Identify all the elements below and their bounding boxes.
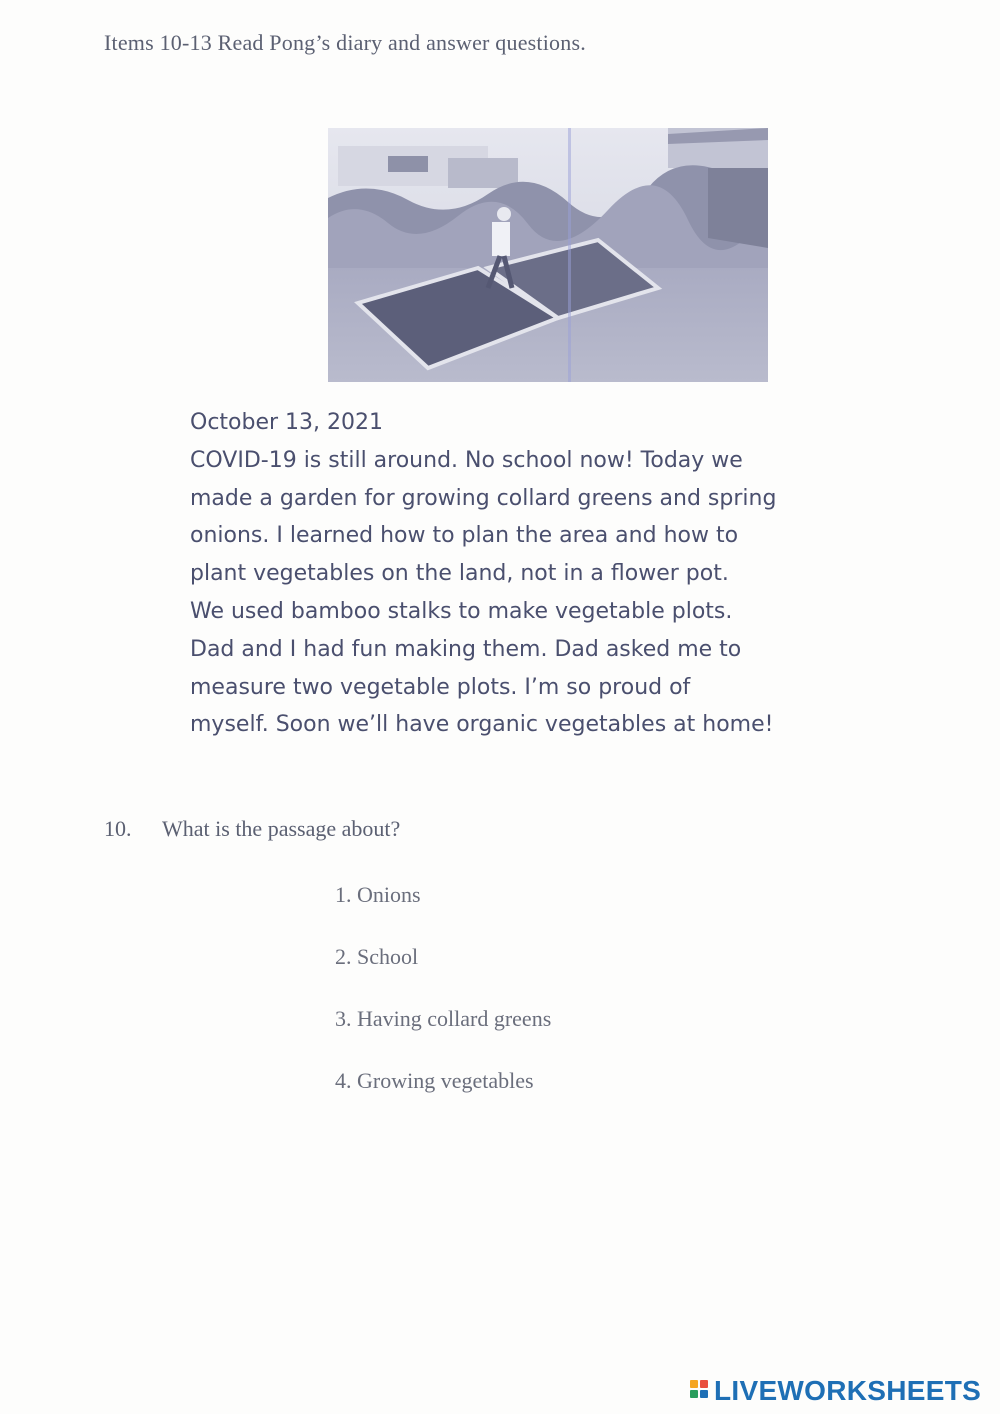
logo-text: LIVEWORKSHEETS [714, 1375, 982, 1406]
question-10 [104, 816, 400, 842]
diary-line: onions. I learned how to plan the area and how to [190, 523, 739, 549]
diary-line: COVID-19 is still around. No school now! Today we [190, 447, 743, 473]
diary-line: myself. Soon we’ll have organic vegetables at home! [190, 712, 774, 738]
liveworksheets-mark-icon [690, 1378, 710, 1404]
diary-date: October 13, 2021 [190, 410, 384, 435]
answer-option-4[interactable]: 4. Growing vegetables [335, 1068, 534, 1093]
question-number: 10. [104, 816, 132, 841]
diary-line: plant vegetables on the land, not in a flower pot. [190, 561, 729, 587]
answer-option-3[interactable]: 3. Having collard greens [335, 1006, 552, 1031]
diary-line: made a garden for growing collard greens and spring [190, 485, 777, 511]
instructions-heading: Items 10-13 Read Pong’s diary and answer questions. [104, 30, 586, 55]
liveworksheets-logo [690, 1376, 981, 1406]
diary-line: Dad and I had fun making them. Dad asked me to [190, 636, 742, 662]
question-text: What is the passage about? [162, 816, 401, 841]
answer-option-1[interactable]: 1. Onions [335, 882, 421, 907]
diary-entry [190, 404, 870, 744]
answer-option-2[interactable]: 2. School [335, 944, 419, 969]
answer-options [335, 880, 551, 1128]
garden-photo [328, 128, 768, 382]
diary-line: measure two vegetable plots. I’m so proud of [190, 674, 691, 700]
garden-photo-image [328, 128, 768, 382]
diary-line: We used bamboo stalks to make vegetable plots. [190, 598, 733, 624]
